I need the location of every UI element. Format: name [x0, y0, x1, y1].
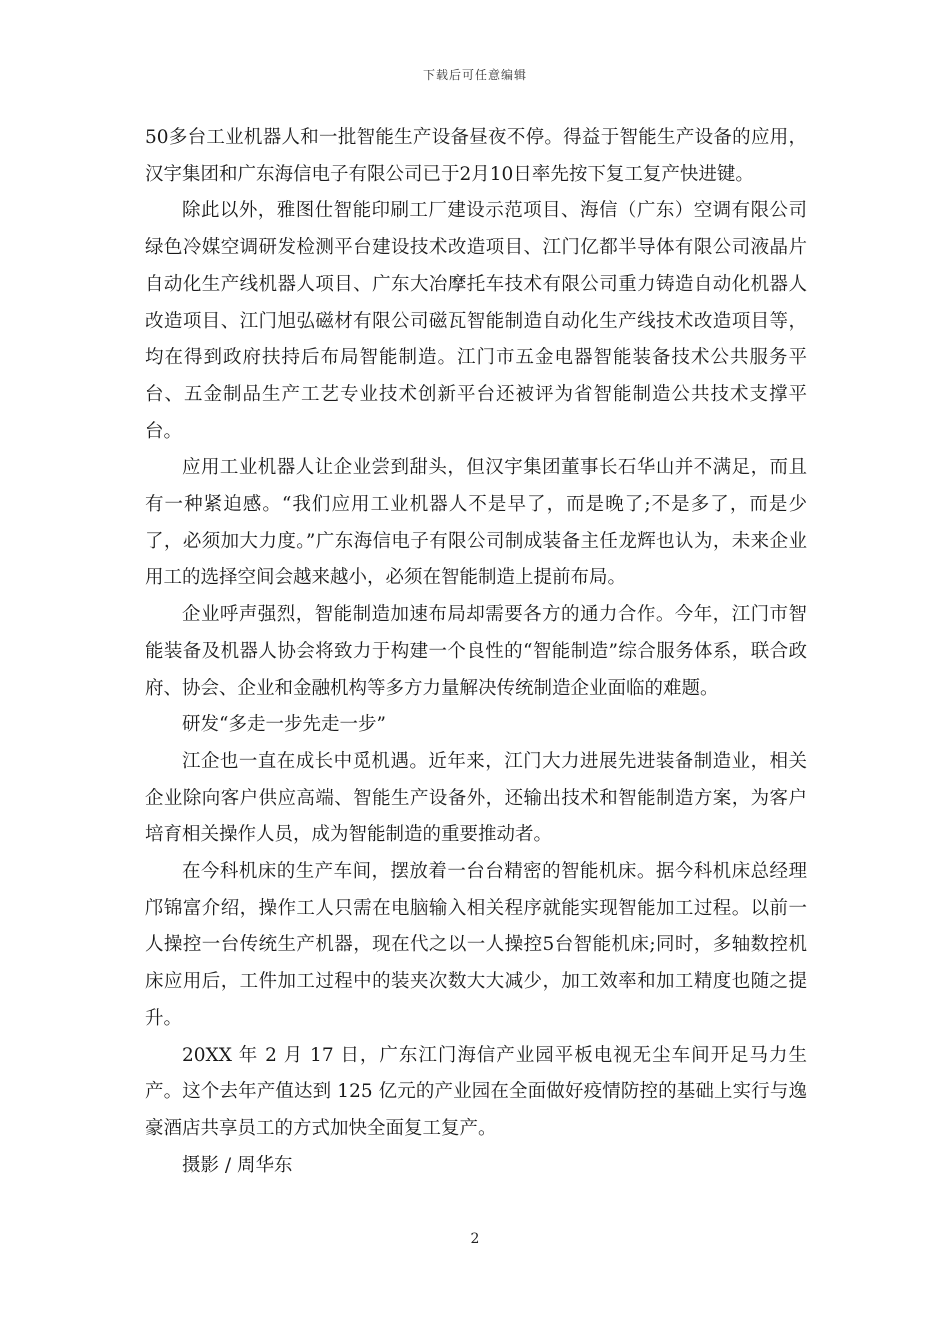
paragraph-projects: 除此以外，雅图仕智能印刷工厂建设示范项目、海信（广东）空调有限公司绿色冷媒空调研发检测平台建设技术改造项目、江门亿都半导体有限公司液晶片自动化生产线机器人项目、广东大冶摩托车技术有限公司重力铸造自动化机器人改造项目、江门旭弘磁材有限公司磁瓦智能制造自动化生产线技术改造项目等，均在得到政府扶持后布局智能制造。江门市五金电器智能装备技术公共服务平台、五金制品生产工艺专业技术创新平台还被评为省智能制造公共技术支撑平台。	[145, 200, 807, 442]
paragraph-urgency: 应用工业机器人让企业尝到甜头，但汉宇集团董事长石华山并不满足，而且有一种紧迫感。“我们应用工业机器人不是早了，而是晚了;不是多了，而是少了，必须加大力度。”广东海信电子有限公司制成装备主任龙辉也认为，未来企业用工的选择空间会越来越小，必须在智能制造上提前布局。	[145, 457, 807, 589]
paragraph-machine-tools: 在今科机床的生产车间，摆放着一台台精密的智能机床。据今科机床总经理邝锦富介绍，操作工人只需在电脑输入相关程序就能实现智能加工过程。以前一人操控一台传统生产机器，现在代之以一人操控5台智能机床;同时，多轴数控机床应用后，工件加工过程中的装夹次数大大减少，加工效率和加工精度也随之提升。	[145, 861, 807, 1029]
page-number: 2	[470, 1231, 480, 1247]
document-body	[145, 120, 807, 1184]
paragraph-opportunities: 江企也一直在成长中觅机遇。近年来，江门大力进展先进装备制造业，相关企业除向客户供应高端、智能生产设备外，还输出技术和智能制造方案，为客户培育相关操作人员，成为智能制造的重要推动者。	[145, 750, 807, 846]
paragraph-industrial-park: 20XX 年 2 月 17 日，广东江门海信产业园平板电视无尘车间开足马力生产。这个去年产值达到 125 亿元的产业园在全面做好疫情防控的基础上实行与逸豪酒店共享员工的方式加快全面复工复产。	[145, 1044, 807, 1139]
page-header: 下载后可任意编辑	[422, 68, 527, 82]
photo-credit: 摄影 / 周华东	[182, 1154, 293, 1176]
paragraph-cooperation: 企业呼声强烈，智能制造加速布局却需要各方的通力合作。今年，江门市智能装备及机器人协会将致力于构建一个良性的“智能制造”综合服务体系，联合政府、协会、企业和金融机构等多方力量解决传统制造企业面临的难题。	[145, 604, 807, 699]
section-heading: 研发“多走一步先走一步”	[182, 714, 386, 736]
paragraph-robots-continued: 50多台工业机器人和一批智能生产设备昼夜不停。得益于智能生产设备的应用，汉宇集团和广东海信电子有限公司已于2月10日率先按下复工复产快进键。	[145, 127, 807, 185]
